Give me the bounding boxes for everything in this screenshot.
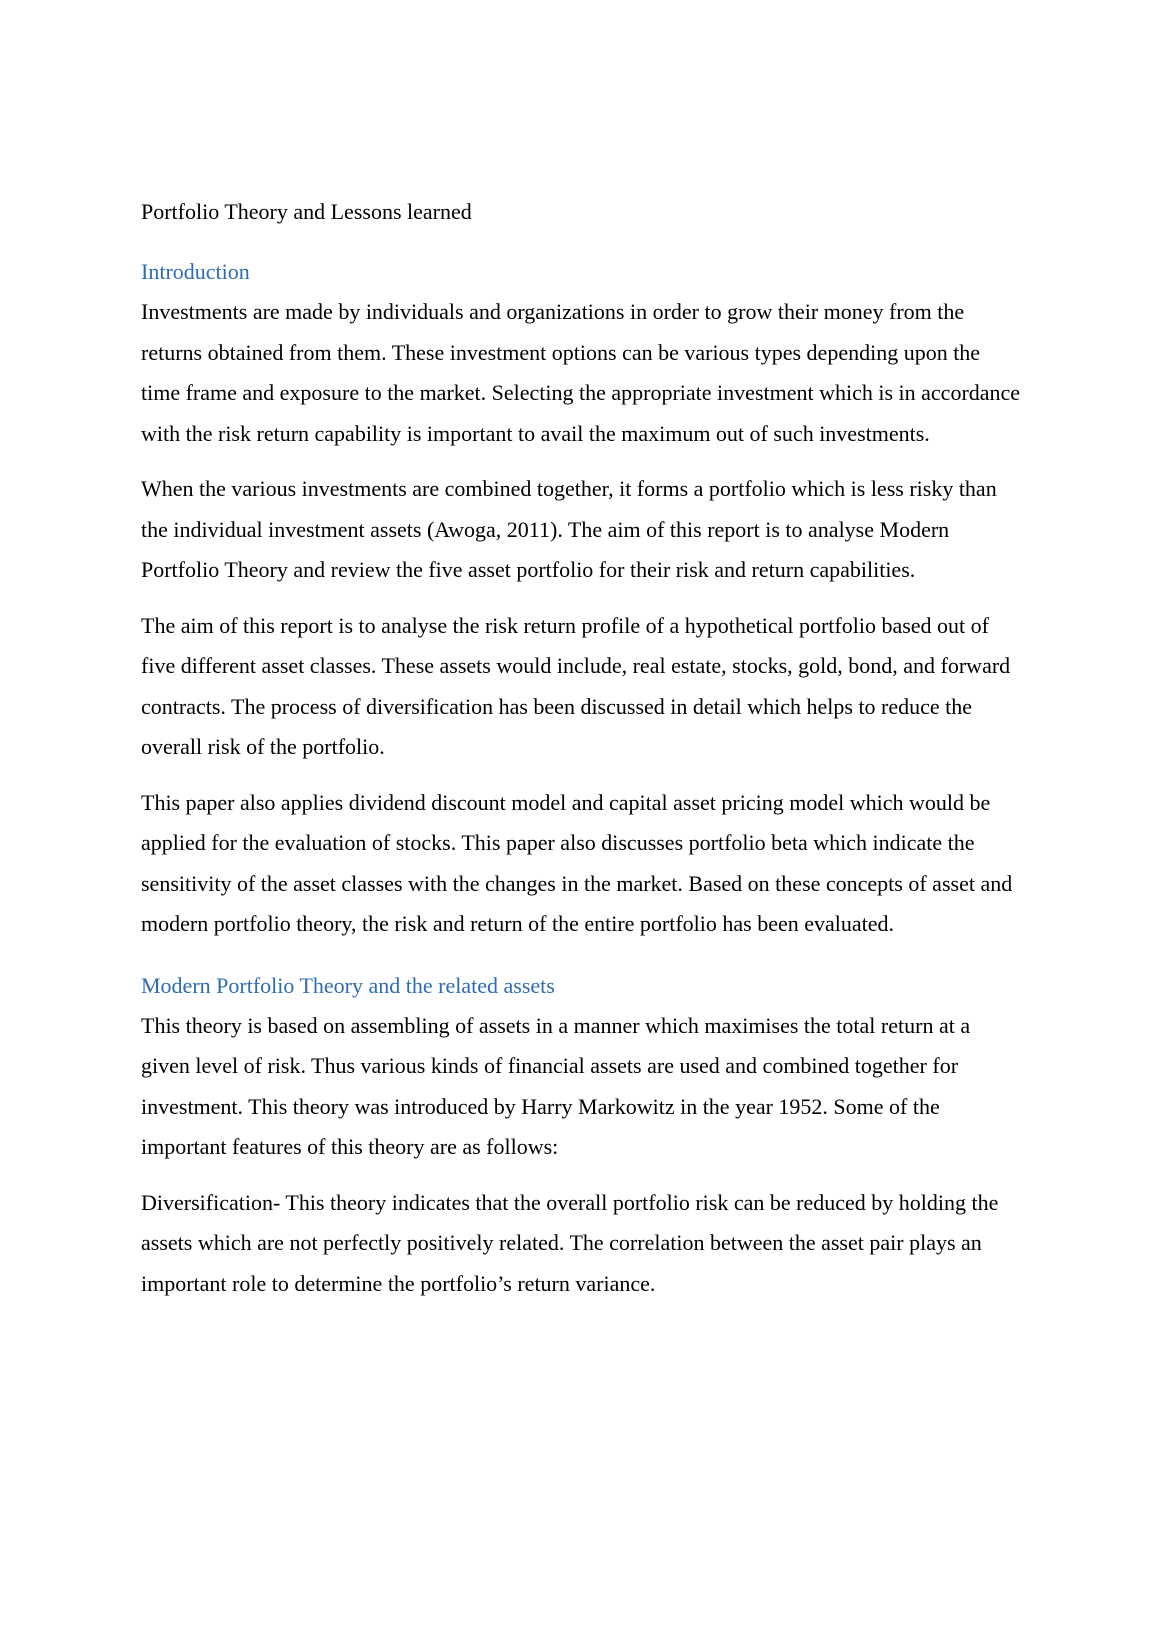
- section-heading: Modern Portfolio Theory and the related assets: [141, 972, 555, 998]
- paragraph: This theory is based on assembling of assets in a manner which maximises the total return at a given level of risk. Thus various kinds of financial assets are used and combined together for investment. This theory was introduced by Harry Markowitz in the year 1952. Some of the important features of this theory are as follows:: [141, 1012, 971, 1159]
- paragraph: The aim of this report is to analyse the risk return profile of a hypothetical portfolio based out of five different asset classes. These assets would include, real estate, stocks, gold, bond, and forward contracts. The process of diversification has been discussed in detail which helps to reduce the overall risk of the portfolio.: [141, 612, 1011, 759]
- document-body: [141, 192, 1021, 1319]
- section-heading: Introduction: [141, 259, 250, 284]
- paragraph: Diversification- This theory indicates that the overall portfolio risk can be reduced by holding the assets which are not perfectly positively related. The correlation between the asset pair plays an important role to determine the portfolio’s return variance.: [141, 1189, 999, 1296]
- document-title: Portfolio Theory and Lessons learned: [141, 199, 472, 224]
- paragraph: This paper also applies dividend discount model and capital asset pricing model which would be applied for the evaluation of stocks. This paper also discusses portfolio beta which indicate the sensitivity of the asset classes with the changes in the market. Based on these concepts of asset and modern portfolio theory, the risk and return of the entire portfolio has been evaluated.: [141, 789, 1013, 936]
- section-introduction: [141, 252, 1021, 945]
- paragraph: Investments are made by individuals and organizations in order to grow their money from the returns obtained from them. These investment options can be various types depending upon the time frame and exposure to the market. Selecting the appropriate investment which is in accordance with the risk return capability is important to avail the maximum out of such investments.: [141, 299, 1021, 446]
- paragraph: When the various investments are combined together, it forms a portfolio which is less risky than the individual investment assets (Awoga, 2011). The aim of this report is to analyse Modern Portfolio Theory and review the five asset portfolio for their risk and return capabilities.: [141, 476, 997, 582]
- section-modern-portfolio-theory: [141, 966, 1021, 1305]
